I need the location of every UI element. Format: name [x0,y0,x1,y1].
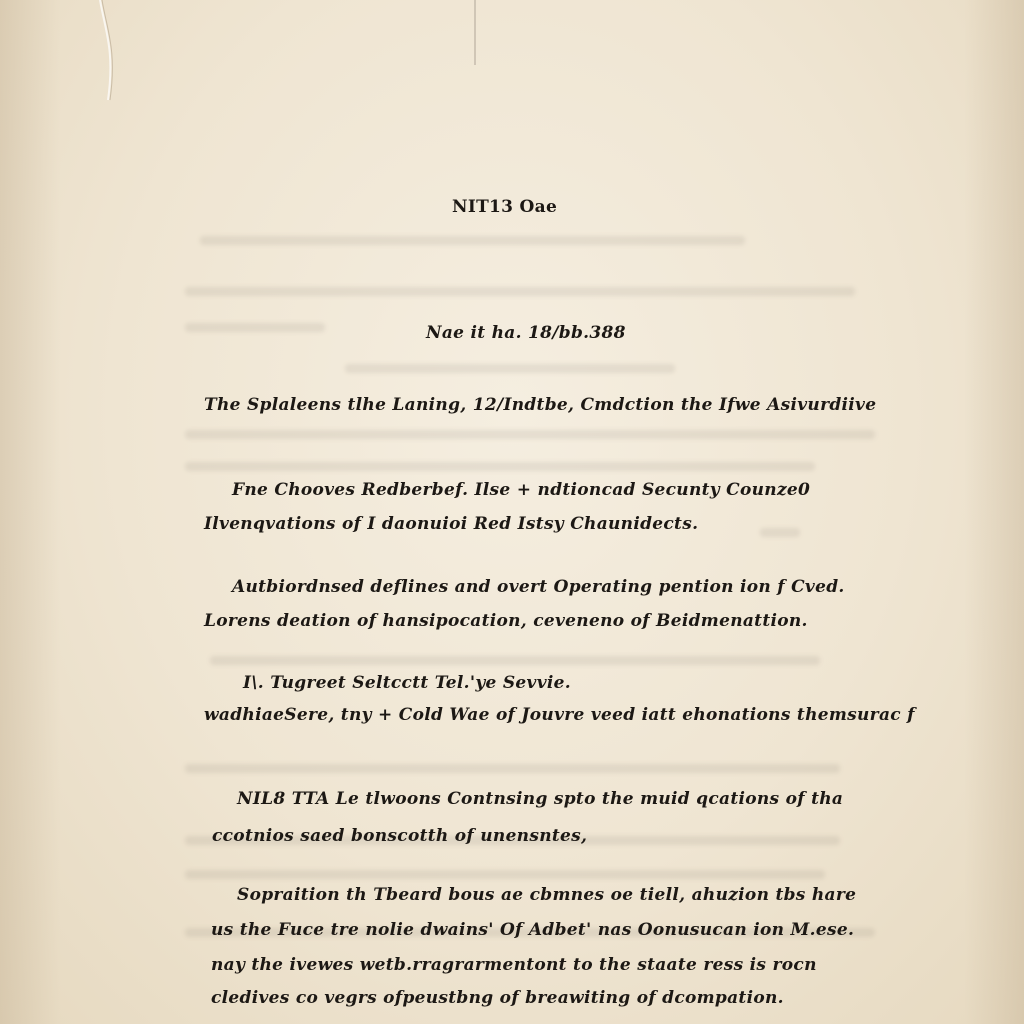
paragraph-3-line-2: Lorens deation of hansipocation, ceveneno of Beidmenattion. [204,611,808,631]
bleed-through-line [185,764,840,773]
bleed-through-line [185,287,855,296]
paragraph-5-line-2: ccotnios saed bonscotth of unensntes, [212,826,588,846]
paragraph-6-line-2: us the Fuce tre nolie dwains' Of Adbet' nas Oonusucan ion M.ese. [211,920,855,940]
document-subheading: Nae it ha. 18/bb.388 [426,323,626,343]
paragraph-6-line-3: nay the ivewes wetb.rragrarmentont to the staate ress is rocn [211,955,817,975]
paragraph-4-line-1: I\. Tugreet Seltcctt Tel.'ye Sevvie. [243,673,571,693]
paragraph-1-line-1: The Splaleens tlhe Laning, 12/Indtbe, Cmdction the Ifwe Asivurdiive [204,395,877,415]
paragraph-6-line-1: Sopraition th Tbeard bous ae cbmnes oe tiell, ahuzion tbs hare [237,885,857,905]
bleed-through-line [210,656,820,665]
paper-edge-shadow-right [964,0,1024,1024]
bleed-through-line [185,323,325,332]
paragraph-5-line-1: NIL8 TTA Le tlwoons Contnsing spto the muid qcations of tha [237,789,844,809]
bleed-through-line [345,364,675,373]
bleed-through-line [185,870,825,879]
document-heading: NIT13 Oae [452,197,558,217]
paper-edge-shadow-left [0,0,60,1024]
bleed-through-line [200,236,745,245]
bleed-through-line [185,462,815,471]
paper-crease-mark [80,0,140,110]
paper-crease-mark-top [465,0,485,70]
paragraph-2-line-1: Fne Chooves Redberbef. Ilse + ndtioncad Secunty Counze0 [232,480,811,500]
bleed-through-line [760,528,800,537]
paragraph-4-line-2: wadhiaeSere, tny + Cold Wae of Jouvre veed iatt ehonations themsurac f [204,705,915,725]
paragraph-3-line-1: Autbiordnsed deflines and overt Operating pention ion f Cved. [232,577,845,597]
bleed-through-line [185,430,875,439]
paragraph-6-line-4: cledives co vegrs ofpeustbng of breawiting of dcompation. [211,988,784,1008]
paragraph-2-line-2: Ilvenqvations of I daonuioi Red Istsy Chaunidects. [204,514,699,534]
